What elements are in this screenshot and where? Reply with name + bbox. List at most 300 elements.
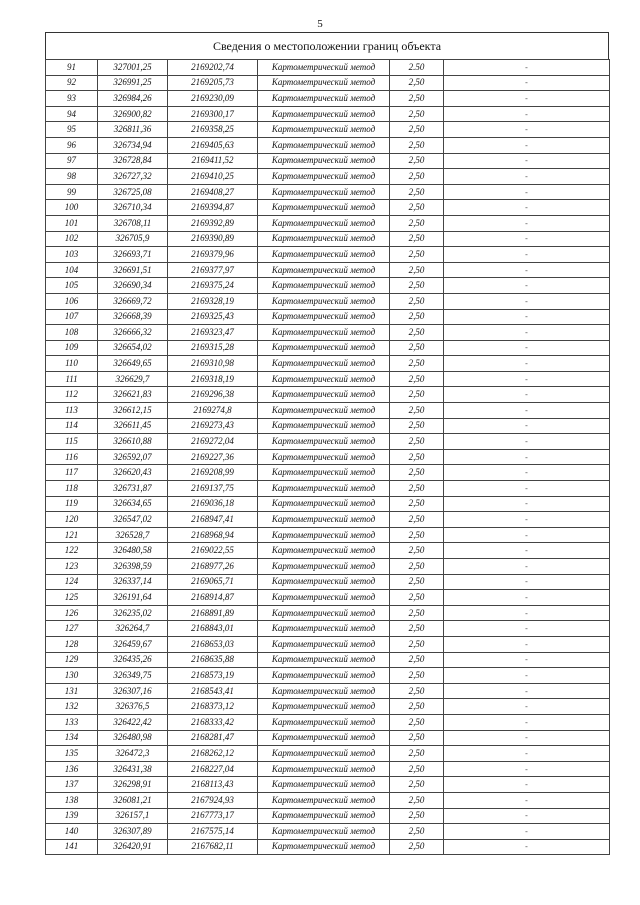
- point-number-cell: 98: [46, 169, 98, 185]
- note-cell: -: [444, 215, 610, 231]
- method-cell: Картометрический метод: [258, 418, 390, 434]
- table-row: [46, 122, 610, 138]
- note-cell: -: [444, 309, 610, 325]
- table-row: [46, 559, 610, 575]
- y-coordinate-cell: 2169379,96: [168, 247, 258, 263]
- accuracy-cell: 2,50: [390, 808, 444, 824]
- note-cell: -: [444, 200, 610, 216]
- y-coordinate-cell: 2168947,41: [168, 512, 258, 528]
- x-coordinate-cell: 327001,25: [98, 60, 168, 76]
- x-coordinate-cell: 326191,64: [98, 590, 168, 606]
- x-coordinate-cell: 326610,88: [98, 434, 168, 450]
- table-row: [46, 699, 610, 715]
- y-coordinate-cell: 2169065,71: [168, 574, 258, 590]
- accuracy-cell: 2,50: [390, 153, 444, 169]
- point-number-cell: 120: [46, 512, 98, 528]
- method-cell: Картометрический метод: [258, 371, 390, 387]
- table-row: [46, 434, 610, 450]
- table-row: [46, 356, 610, 372]
- y-coordinate-cell: 2169310,98: [168, 356, 258, 372]
- table-row: [46, 449, 610, 465]
- x-coordinate-cell: 326991,25: [98, 75, 168, 91]
- table-row: [46, 621, 610, 637]
- accuracy-cell: 2,50: [390, 91, 444, 107]
- accuracy-cell: 2,50: [390, 325, 444, 341]
- method-cell: Картометрический метод: [258, 839, 390, 855]
- x-coordinate-cell: 326900,82: [98, 106, 168, 122]
- table-row: [46, 153, 610, 169]
- y-coordinate-cell: 2167682,11: [168, 839, 258, 855]
- point-number-cell: 137: [46, 777, 98, 793]
- accuracy-cell: 2,50: [390, 200, 444, 216]
- accuracy-cell: 2,50: [390, 340, 444, 356]
- y-coordinate-cell: 2168968,94: [168, 527, 258, 543]
- accuracy-cell: 2,50: [390, 184, 444, 200]
- note-cell: -: [444, 808, 610, 824]
- y-coordinate-cell: 2168891,89: [168, 605, 258, 621]
- y-coordinate-cell: 2169375,24: [168, 278, 258, 294]
- table-row: [46, 262, 610, 278]
- y-coordinate-cell: 2169410,25: [168, 169, 258, 185]
- table-row: [46, 293, 610, 309]
- table-row: [46, 106, 610, 122]
- point-number-cell: 139: [46, 808, 98, 824]
- x-coordinate-cell: 326612,15: [98, 403, 168, 419]
- accuracy-cell: 2,50: [390, 714, 444, 730]
- accuracy-cell: 2,50: [390, 496, 444, 512]
- note-cell: -: [444, 496, 610, 512]
- y-coordinate-cell: 2169323,47: [168, 325, 258, 341]
- note-cell: -: [444, 590, 610, 606]
- note-cell: -: [444, 699, 610, 715]
- method-cell: Картометрический метод: [258, 293, 390, 309]
- method-cell: Картометрический метод: [258, 824, 390, 840]
- table-row: [46, 371, 610, 387]
- method-cell: Картометрический метод: [258, 621, 390, 637]
- method-cell: Картометрический метод: [258, 465, 390, 481]
- accuracy-cell: 2,50: [390, 449, 444, 465]
- table-row: [46, 387, 610, 403]
- note-cell: -: [444, 636, 610, 652]
- point-number-cell: 138: [46, 792, 98, 808]
- note-cell: -: [444, 325, 610, 341]
- note-cell: -: [444, 761, 610, 777]
- point-number-cell: 105: [46, 278, 98, 294]
- table-row: [46, 231, 610, 247]
- x-coordinate-cell: 326690,34: [98, 278, 168, 294]
- x-coordinate-cell: 326708,11: [98, 215, 168, 231]
- accuracy-cell: 2,50: [390, 590, 444, 606]
- point-number-cell: 110: [46, 356, 98, 372]
- method-cell: Картометрический метод: [258, 792, 390, 808]
- method-cell: Картометрический метод: [258, 106, 390, 122]
- accuracy-cell: 2,50: [390, 668, 444, 684]
- note-cell: -: [444, 91, 610, 107]
- page-number: 5: [317, 18, 323, 30]
- accuracy-cell: 2,50: [390, 465, 444, 481]
- method-cell: Картометрический метод: [258, 683, 390, 699]
- accuracy-cell: 2,50: [390, 371, 444, 387]
- x-coordinate-cell: 326235,02: [98, 605, 168, 621]
- x-coordinate-cell: 326654,02: [98, 340, 168, 356]
- accuracy-cell: 2,50: [390, 403, 444, 419]
- y-coordinate-cell: 2169328,19: [168, 293, 258, 309]
- point-number-cell: 115: [46, 434, 98, 450]
- table-row: [46, 278, 610, 294]
- note-cell: -: [444, 340, 610, 356]
- y-coordinate-cell: 2168262,12: [168, 746, 258, 762]
- accuracy-cell: 2,50: [390, 137, 444, 153]
- x-coordinate-cell: 326337,14: [98, 574, 168, 590]
- y-coordinate-cell: 2168373,12: [168, 699, 258, 715]
- point-number-cell: 133: [46, 714, 98, 730]
- y-coordinate-cell: 2169227,36: [168, 449, 258, 465]
- point-number-cell: 129: [46, 652, 98, 668]
- method-cell: Картометрический метод: [258, 730, 390, 746]
- table-row: [46, 215, 610, 231]
- table-row: [46, 636, 610, 652]
- note-cell: -: [444, 106, 610, 122]
- y-coordinate-cell: 2169318,19: [168, 371, 258, 387]
- method-cell: Картометрический метод: [258, 356, 390, 372]
- y-coordinate-cell: 2168914,87: [168, 590, 258, 606]
- note-cell: -: [444, 527, 610, 543]
- y-coordinate-cell: 2169022,55: [168, 543, 258, 559]
- method-cell: Картометрический метод: [258, 699, 390, 715]
- x-coordinate-cell: 326668,39: [98, 309, 168, 325]
- table-row: [46, 590, 610, 606]
- method-cell: Картометрический метод: [258, 91, 390, 107]
- note-cell: -: [444, 543, 610, 559]
- note-cell: -: [444, 746, 610, 762]
- x-coordinate-cell: 326621,83: [98, 387, 168, 403]
- x-coordinate-cell: 326592,07: [98, 449, 168, 465]
- note-cell: -: [444, 153, 610, 169]
- x-coordinate-cell: 326727,32: [98, 169, 168, 185]
- table-row: [46, 169, 610, 185]
- table-row: [46, 792, 610, 808]
- table-row: [46, 730, 610, 746]
- x-coordinate-cell: 326435,26: [98, 652, 168, 668]
- note-cell: -: [444, 714, 610, 730]
- point-number-cell: 92: [46, 75, 98, 91]
- accuracy-cell: 2,50: [390, 434, 444, 450]
- x-coordinate-cell: 326611,45: [98, 418, 168, 434]
- y-coordinate-cell: 2169394,87: [168, 200, 258, 216]
- y-coordinate-cell: 2169390,89: [168, 231, 258, 247]
- point-number-cell: 94: [46, 106, 98, 122]
- accuracy-cell: 2,50: [390, 636, 444, 652]
- table-title: Сведения о местоположении границ объекта: [45, 32, 609, 59]
- note-cell: -: [444, 839, 610, 855]
- x-coordinate-cell: 326431,38: [98, 761, 168, 777]
- y-coordinate-cell: 2169315,28: [168, 340, 258, 356]
- x-coordinate-cell: 326634,65: [98, 496, 168, 512]
- accuracy-cell: 2,50: [390, 309, 444, 325]
- method-cell: Картометрический метод: [258, 200, 390, 216]
- x-coordinate-cell: 326666,32: [98, 325, 168, 341]
- point-number-cell: 132: [46, 699, 98, 715]
- accuracy-cell: 2,50: [390, 746, 444, 762]
- note-cell: -: [444, 60, 610, 76]
- method-cell: Картометрический метод: [258, 247, 390, 263]
- accuracy-cell: 2,50: [390, 278, 444, 294]
- x-coordinate-cell: 326422,42: [98, 714, 168, 730]
- x-coordinate-cell: 326480,58: [98, 543, 168, 559]
- point-number-cell: 96: [46, 137, 98, 153]
- y-coordinate-cell: 2169230,09: [168, 91, 258, 107]
- x-coordinate-cell: 326528,7: [98, 527, 168, 543]
- note-cell: -: [444, 356, 610, 372]
- point-number-cell: 140: [46, 824, 98, 840]
- accuracy-cell: 2,50: [390, 699, 444, 715]
- y-coordinate-cell: 2168333,42: [168, 714, 258, 730]
- accuracy-cell: 2,50: [390, 621, 444, 637]
- note-cell: -: [444, 559, 610, 575]
- y-coordinate-cell: 2168227,04: [168, 761, 258, 777]
- note-cell: -: [444, 652, 610, 668]
- point-number-cell: 131: [46, 683, 98, 699]
- point-number-cell: 134: [46, 730, 98, 746]
- point-number-cell: 106: [46, 293, 98, 309]
- point-number-cell: 109: [46, 340, 98, 356]
- point-number-cell: 101: [46, 215, 98, 231]
- y-coordinate-cell: 2169205,73: [168, 75, 258, 91]
- x-coordinate-cell: 326984,26: [98, 91, 168, 107]
- note-cell: -: [444, 387, 610, 403]
- y-coordinate-cell: 2169202,74: [168, 60, 258, 76]
- note-cell: -: [444, 122, 610, 138]
- x-coordinate-cell: 326472,3: [98, 746, 168, 762]
- point-number-cell: 111: [46, 371, 98, 387]
- accuracy-cell: 2,50: [390, 839, 444, 855]
- method-cell: Картометрический метод: [258, 215, 390, 231]
- x-coordinate-cell: 326629,7: [98, 371, 168, 387]
- accuracy-cell: 2,50: [390, 356, 444, 372]
- table-row: [46, 481, 610, 497]
- note-cell: -: [444, 262, 610, 278]
- table-row: [46, 325, 610, 341]
- y-coordinate-cell: 2169296,38: [168, 387, 258, 403]
- x-coordinate-cell: 326264,7: [98, 621, 168, 637]
- x-coordinate-cell: 326547,02: [98, 512, 168, 528]
- accuracy-cell: 2,50: [390, 106, 444, 122]
- point-number-cell: 127: [46, 621, 98, 637]
- x-coordinate-cell: 326728,84: [98, 153, 168, 169]
- note-cell: -: [444, 730, 610, 746]
- method-cell: Картометрический метод: [258, 543, 390, 559]
- x-coordinate-cell: 326620,43: [98, 465, 168, 481]
- table-row: [46, 746, 610, 762]
- point-number-cell: 136: [46, 761, 98, 777]
- table-row: [46, 668, 610, 684]
- note-cell: -: [444, 434, 610, 450]
- x-coordinate-cell: 326376,5: [98, 699, 168, 715]
- point-number-cell: 141: [46, 839, 98, 855]
- method-cell: Картометрический метод: [258, 574, 390, 590]
- x-coordinate-cell: 326669,72: [98, 293, 168, 309]
- method-cell: Картометрический метод: [258, 434, 390, 450]
- coordinates-sheet: [45, 32, 609, 855]
- point-number-cell: 91: [46, 60, 98, 76]
- y-coordinate-cell: 2169377,97: [168, 262, 258, 278]
- method-cell: Картометрический метод: [258, 777, 390, 793]
- table-row: [46, 777, 610, 793]
- table-row: [46, 75, 610, 91]
- table-row: [46, 200, 610, 216]
- x-coordinate-cell: 326649,65: [98, 356, 168, 372]
- table-row: [46, 340, 610, 356]
- accuracy-cell: 2,50: [390, 75, 444, 91]
- y-coordinate-cell: 2168281,47: [168, 730, 258, 746]
- method-cell: Картометрический метод: [258, 714, 390, 730]
- x-coordinate-cell: 326710,34: [98, 200, 168, 216]
- note-cell: -: [444, 465, 610, 481]
- y-coordinate-cell: 2168573,19: [168, 668, 258, 684]
- method-cell: Картометрический метод: [258, 309, 390, 325]
- y-coordinate-cell: 2168843,01: [168, 621, 258, 637]
- table-row: [46, 247, 610, 263]
- accuracy-cell: 2,50: [390, 262, 444, 278]
- accuracy-cell: 2,50: [390, 122, 444, 138]
- accuracy-cell: 2,50: [390, 683, 444, 699]
- table-row: [46, 527, 610, 543]
- y-coordinate-cell: 2168653,03: [168, 636, 258, 652]
- table-row: [46, 403, 610, 419]
- table-row: [46, 683, 610, 699]
- point-number-cell: 108: [46, 325, 98, 341]
- x-coordinate-cell: 326420,91: [98, 839, 168, 855]
- note-cell: -: [444, 777, 610, 793]
- table-row: [46, 512, 610, 528]
- note-cell: -: [444, 169, 610, 185]
- point-number-cell: 118: [46, 481, 98, 497]
- accuracy-cell: 2,50: [390, 824, 444, 840]
- x-coordinate-cell: 326081,21: [98, 792, 168, 808]
- point-number-cell: 122: [46, 543, 98, 559]
- accuracy-cell: 2,50: [390, 761, 444, 777]
- method-cell: Картометрический метод: [258, 387, 390, 403]
- point-number-cell: 104: [46, 262, 98, 278]
- x-coordinate-cell: 326349,75: [98, 668, 168, 684]
- method-cell: Картометрический метод: [258, 325, 390, 341]
- point-number-cell: 128: [46, 636, 98, 652]
- point-number-cell: 114: [46, 418, 98, 434]
- accuracy-cell: 2,50: [390, 481, 444, 497]
- y-coordinate-cell: 2169392,89: [168, 215, 258, 231]
- table-row: [46, 184, 610, 200]
- x-coordinate-cell: 326725,08: [98, 184, 168, 200]
- note-cell: -: [444, 371, 610, 387]
- accuracy-cell: 2,50: [390, 247, 444, 263]
- y-coordinate-cell: 2169325,43: [168, 309, 258, 325]
- y-coordinate-cell: 2169411,52: [168, 153, 258, 169]
- y-coordinate-cell: 2168113,43: [168, 777, 258, 793]
- table-row: [46, 137, 610, 153]
- y-coordinate-cell: 2169274,8: [168, 403, 258, 419]
- x-coordinate-cell: 326691,51: [98, 262, 168, 278]
- note-cell: -: [444, 574, 610, 590]
- note-cell: -: [444, 247, 610, 263]
- point-number-cell: 119: [46, 496, 98, 512]
- accuracy-cell: 2,50: [390, 574, 444, 590]
- note-cell: -: [444, 137, 610, 153]
- point-number-cell: 99: [46, 184, 98, 200]
- accuracy-cell: 2,50: [390, 527, 444, 543]
- x-coordinate-cell: 326307,16: [98, 683, 168, 699]
- coordinates-table: [45, 59, 610, 855]
- accuracy-cell: 2,50: [390, 418, 444, 434]
- method-cell: Картометрический метод: [258, 153, 390, 169]
- y-coordinate-cell: 2168635,88: [168, 652, 258, 668]
- accuracy-cell: 2,50: [390, 169, 444, 185]
- y-coordinate-cell: 2169405,63: [168, 137, 258, 153]
- point-number-cell: 121: [46, 527, 98, 543]
- point-number-cell: 112: [46, 387, 98, 403]
- method-cell: Картометрический метод: [258, 636, 390, 652]
- note-cell: -: [444, 512, 610, 528]
- y-coordinate-cell: 2167773,17: [168, 808, 258, 824]
- y-coordinate-cell: 2167575,14: [168, 824, 258, 840]
- table-row: [46, 824, 610, 840]
- y-coordinate-cell: 2168543,41: [168, 683, 258, 699]
- note-cell: -: [444, 683, 610, 699]
- accuracy-cell: 2,50: [390, 543, 444, 559]
- table-row: [46, 761, 610, 777]
- point-number-cell: 116: [46, 449, 98, 465]
- y-coordinate-cell: 2168977,26: [168, 559, 258, 575]
- method-cell: Картометрический метод: [258, 184, 390, 200]
- method-cell: Картометрический метод: [258, 75, 390, 91]
- table-row: [46, 543, 610, 559]
- method-cell: Картометрический метод: [258, 761, 390, 777]
- y-coordinate-cell: 2169036,18: [168, 496, 258, 512]
- note-cell: -: [444, 481, 610, 497]
- method-cell: Картометрический метод: [258, 340, 390, 356]
- point-number-cell: 124: [46, 574, 98, 590]
- note-cell: -: [444, 184, 610, 200]
- point-number-cell: 126: [46, 605, 98, 621]
- x-coordinate-cell: 326157,1: [98, 808, 168, 824]
- method-cell: Картометрический метод: [258, 137, 390, 153]
- method-cell: Картометрический метод: [258, 278, 390, 294]
- method-cell: Картометрический метод: [258, 496, 390, 512]
- method-cell: Картометрический метод: [258, 590, 390, 606]
- method-cell: Картометрический метод: [258, 60, 390, 76]
- table-row: [46, 91, 610, 107]
- point-number-cell: 130: [46, 668, 98, 684]
- y-coordinate-cell: 2169208,99: [168, 465, 258, 481]
- point-number-cell: 103: [46, 247, 98, 263]
- point-number-cell: 117: [46, 465, 98, 481]
- y-coordinate-cell: 2169273,43: [168, 418, 258, 434]
- note-cell: -: [444, 449, 610, 465]
- accuracy-cell: 2,50: [390, 512, 444, 528]
- method-cell: Картометрический метод: [258, 262, 390, 278]
- point-number-cell: 123: [46, 559, 98, 575]
- method-cell: Картометрический метод: [258, 122, 390, 138]
- table-row: [46, 839, 610, 855]
- method-cell: Картометрический метод: [258, 481, 390, 497]
- method-cell: Картометрический метод: [258, 668, 390, 684]
- method-cell: Картометрический метод: [258, 403, 390, 419]
- x-coordinate-cell: 326705,9: [98, 231, 168, 247]
- accuracy-cell: 2,50: [390, 777, 444, 793]
- method-cell: Картометрический метод: [258, 169, 390, 185]
- method-cell: Картометрический метод: [258, 605, 390, 621]
- note-cell: -: [444, 293, 610, 309]
- note-cell: -: [444, 605, 610, 621]
